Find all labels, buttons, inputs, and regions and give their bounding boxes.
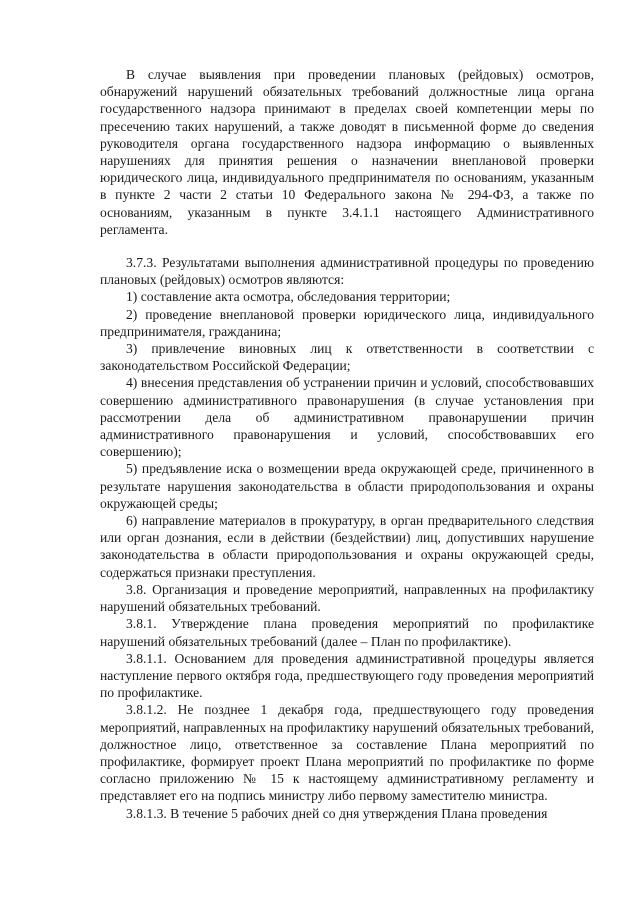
paragraph-3-7-3: 3.7.3. Результатами выполнения административной процедуры по проведению плановых (рейдовых) осмотров являются: xyxy=(100,255,594,288)
paragraph-3-8-1-1: 3.8.1.1. Основанием для проведения административной процедуры является наступление первого октября года, предшествующего году проведения мероприятий по профилактике. xyxy=(100,650,594,701)
paragraph-violations: В случае выявления при проведении плановых (рейдовых) осмотров, обнаружений нарушений обязательных требований должностные лица органа государственного надзора принимают в пределах своей компетенции меры по пресечению таких нарушений, а также доводят в письменной форме до сведения руководителя органа государственного надзора информацию о выявленных нарушениях для принятия решения о назначении внеплановой проверки юридического лица, индивидуального предпринимателя по основаниям, указанным в пункте 2 части 2 статьи 10 Федерального закона № 294-ФЗ, а также по основаниям, указанным в пункте 3.4.1.1 настоящего Административного регламента. xyxy=(100,67,594,237)
document-page xyxy=(100,66,594,822)
paragraph-3-8: 3.8. Организация и проведение мероприятий, направленных на профилактику нарушений обязательных требований. xyxy=(100,581,594,615)
list-item-4: 4) внесения представления об устранении причин и условий, способствовавших совершению административного правонарушения (в случае установления при рассмотрении дела об административном правонарушении причин административного правонарушения и условий, способствовавших его совершению); xyxy=(100,375,594,460)
paragraph-3-8-1-2: 3.8.1.2. Не позднее 1 декабря года, предшествующего году проведения мероприятий, направленных на профилактику нарушений обязательных требований, должностное лицо, ответственное за составление Плана мероприятий по профилактике, формирует проект Плана мероприятий по профилактике по форме согласно приложению № 15 к настоящему административному регламенту и представляет его на подпись министру либо первому заместителю министра. xyxy=(100,702,594,804)
list-item-3: 3) привлечение виновных лиц к ответственности в соответствии с законодательством Российской Федерации; xyxy=(100,341,594,374)
paragraph-3-8-1: 3.8.1. Утверждение плана проведения мероприятий по профилактике нарушений обязательных требований (далее – План по профилактике). xyxy=(100,616,594,649)
list-item-5: 5) предъявление иска о возмещении вреда окружающей среде, причиненного в результате нарушения законодательства в области природопользования и охраны окружающей среды; xyxy=(100,461,594,511)
paragraph-spacer xyxy=(100,238,594,254)
paragraph-3-8-1-3: 3.8.1.3. В течение 5 рабочих дней со дня утверждения Плана проведения xyxy=(126,805,548,821)
list-item-2: 2) проведение внеплановой проверки юридического лица, индивидуального предпринимателя, гражданина; xyxy=(100,306,594,339)
list-item-6: 6) направление материалов в прокуратуру, в орган предварительного следствия или орган дознания, если в действии (бездействии) лиц, допустивших нарушение законодательства в области природопользования и охраны окружающей среды, содержаться признаки преступления. xyxy=(100,513,594,580)
list-item-1: 1) составление акта осмотра, обследования территории; xyxy=(126,289,451,305)
